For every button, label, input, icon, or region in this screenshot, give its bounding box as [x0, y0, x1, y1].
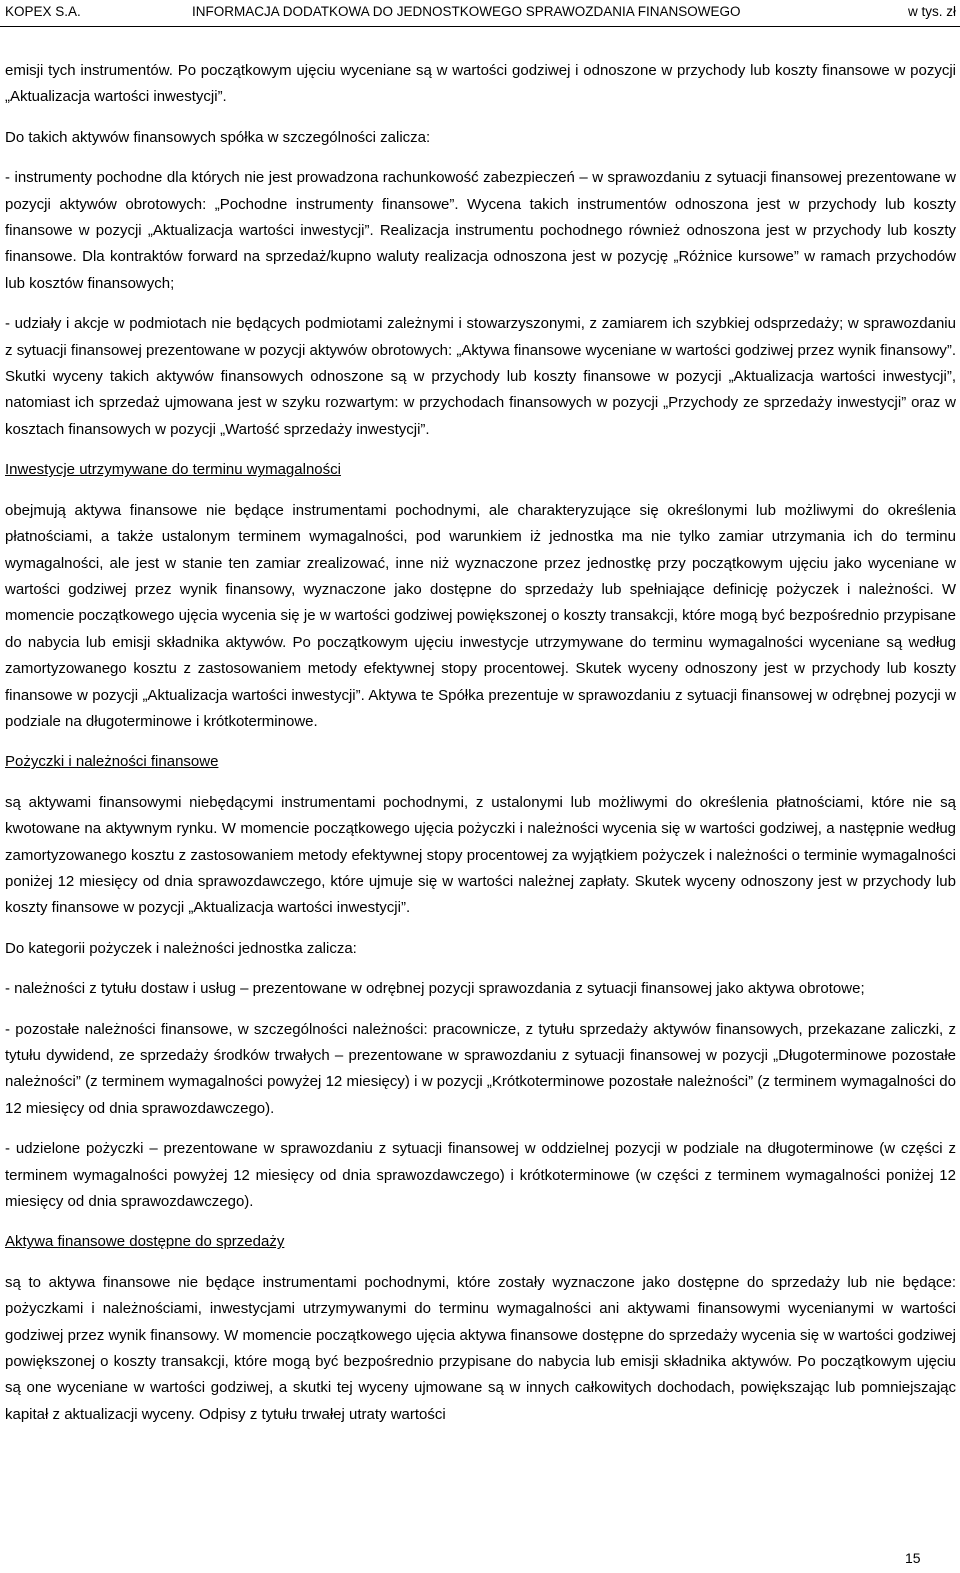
page-number: 15 [905, 1550, 921, 1566]
paragraph: obejmują aktywa finansowe nie będące instrumentami pochodnymi, ale charakteryzujące się określonymi lub możliwymi do określenia płatnościami, a także ustalonym terminem wymagalności, pod warunkiem iż jednostka ma nie tylko zamiar utrzymania ich do terminu wymagalności, ale jest w stanie ten zamiar zrealizować, inne niż wyznaczone przez jednostkę przy początkowym ujęciu jako wyceniane w wartości godziwej przez wynik finansowy, wyznaczone jako dostępne do sprzedaży lub spełniające definicję pożyczek i należności. W momencie początkowego ujęcia wycenia się je w wartości godziwej powiększonej o koszty transakcji, które mogą być bezpośrednio przypisane do nabycia lub emisji składnika aktywów. Po początkowym ujęciu inwestycje utrzymywane do terminu wymagalności wyceniane są według zamortyzowanego kosztu z zastosowaniem metody efektywnej stopy procentowej. Skutek wyceny odnoszony jest w przychody lub koszty finansowe w pozycji „Aktualizacja wartości inwestycji”. Aktywa te Spółka prezentuje w sprawozdaniu z sytuacji finansowej w odrębnej pozycji w podziale na długoterminowe i krótkoterminowe. [5, 501, 956, 730]
company-name: KOPEX S.A. [5, 4, 81, 19]
section-heading-available-for-sale: Aktywa finansowe dostępne do sprzedaży [5, 1233, 285, 1251]
paragraph: emisji tych instrumentów. Po początkowym ujęciu wyceniane są w wartości godziwej i odnoszone w przychody lub koszty finansowe w pozycji „Aktualizacja wartości inwestycji”. [5, 62, 956, 106]
list-item-paragraph: - pozostałe należności finansowe, w szczególności należności: pracownicze, z tytułu sprzedaży aktywów finansowych, przekazane zaliczki, z tytułu dywidend, ze sprzedaży środków trwałych – prezentowane w sprawozdaniu z sytuacji finansowej w pozycji „Długoterminowe pozostałe należności” (z terminem wymagalności powyżej 12 miesięcy) i w pozycji „Krótkoterminowe pozostałe należności” (z terminem wymagalności do 12 miesięcy od dnia sprawozdawczego). [5, 1020, 956, 1117]
paragraph: są aktywami finansowymi niebędącymi instrumentami pochodnymi, z ustalonymi lub możliwymi do określenia płatnościami, które nie są kwotowane na aktywnym rynku. W momencie początkowego ujęcia pożyczki i należności wycenia się w wartości godziwej, a następnie według zamortyzowanego kosztu z zastosowaniem metody efektywnej stopy procentowej za wyjątkiem pożyczek i należności o terminie wymagalności poniżej 12 miesięcy od dnia sprawozdawczego, które ujmuje się w wartości należnej zapłaty. Skutek wyceny odnoszony jest w przychody lub koszty finansowe w pozycji „Aktualizacja wartości inwestycji”. [5, 793, 956, 917]
paragraph: Do kategorii pożyczek i należności jednostka zalicza: [5, 939, 357, 957]
paragraph: są to aktywa finansowe nie będące instrumentami pochodnymi, które zostały wyznaczone jako dostępne do sprzedaży lub nie będące: pożyczkami i należnościami, inwestycjami utrzymywanymi do terminu wymagalności ani aktywami finansowymi wycenianymi w wartości godziwej przez wynik finansowy. W momencie początkowego ujęcia aktywa finansowe dostępne do sprzedaży wycenia się w wartości godziwej powiększonej o koszty transakcji, które mogą być bezpośrednio przypisane do nabycia lub emisji składnika aktywów. Po początkowym ujęciu są one wyceniane w wartości godziwej, a skutki tej wyceny ujmowane są w innych całkowitych dochodach, powiększając lub pomniejszając kapitał z aktualizacji wyceny. Odpisy z tytułu trwałej utraty wartości [5, 1273, 956, 1423]
section-heading-loans-receivables: Pożyczki i należności finansowe [5, 753, 219, 771]
document-title: INFORMACJA DODATKOWA DO JEDNOSTKOWEGO SPRAWOZDANIA FINANSOWEGO [192, 4, 741, 19]
document-body [5, 58, 956, 1442]
section-heading-held-to-maturity: Inwestycje utrzymywane do terminu wymagalności [5, 461, 341, 479]
list-item-paragraph: - należności z tytułu dostaw i usług – prezentowane w odrębnej pozycji sprawozdania z sytuacji finansowej jako aktywa obrotowe; [5, 980, 865, 998]
page-header [0, 0, 960, 27]
list-item-paragraph: - udzielone pożyczki – prezentowane w sprawozdaniu z sytuacji finansowej w oddzielnej pozycji w podziale na długoterminowe (w części z terminem wymagalności powyżej 12 miesięcy od dnia sprawozdawczego) i krótkoterminowe (w części z terminem wymagalności poniżej 12 miesięcy od dnia sprawozdawczego). [5, 1140, 956, 1211]
list-item-paragraph: - instrumenty pochodne dla których nie jest prowadzona rachunkowość zabezpieczeń – w sprawozdaniu z sytuacji finansowej prezentowane w pozycji aktywów obrotowych: „Pochodne instrumenty finansowe”. Wycena takich instrumentów odnoszona jest w przychody lub koszty finansowe w pozycji „Aktualizacja wartości inwestycji”. Realizacja instrumentu pochodnego również odnoszona jest w przychody lub koszty finansowe. Dla kontraktów forward na sprzedaż/kupno waluty realizacja odnoszona jest w pozycję „Różnice kursowe” w ramach przychodów lub kosztów finansowych; [5, 169, 956, 292]
paragraph: Do takich aktywów finansowych spółka w szczególności zalicza: [5, 128, 431, 146]
currency-unit: w tys. zł [908, 4, 957, 19]
list-item-paragraph: - udziały i akcje w podmiotach nie będących podmiotami zależnymi i stowarzyszonymi, z zamiarem ich szybkiej odsprzedaży; w sprawozdaniu z sytuacji finansowej prezentowane w pozycji aktywów obrotowych: „Aktywa finansowe wyceniane w wartości godziwej przez wynik finansowy”. Skutki wyceny takich aktywów finansowych odnoszone są w przychody lub koszty finansowe w pozycji „Aktualizacja wartości inwestycji”, natomiast ich sprzedaż ujmowana jest w szyku rozwartym: w przychodach finansowych w pozycji „Przychody ze sprzedaży inwestycji” oraz w kosztach finansowych w pozycji „Wartość sprzedaży inwestycji”. [5, 315, 956, 438]
